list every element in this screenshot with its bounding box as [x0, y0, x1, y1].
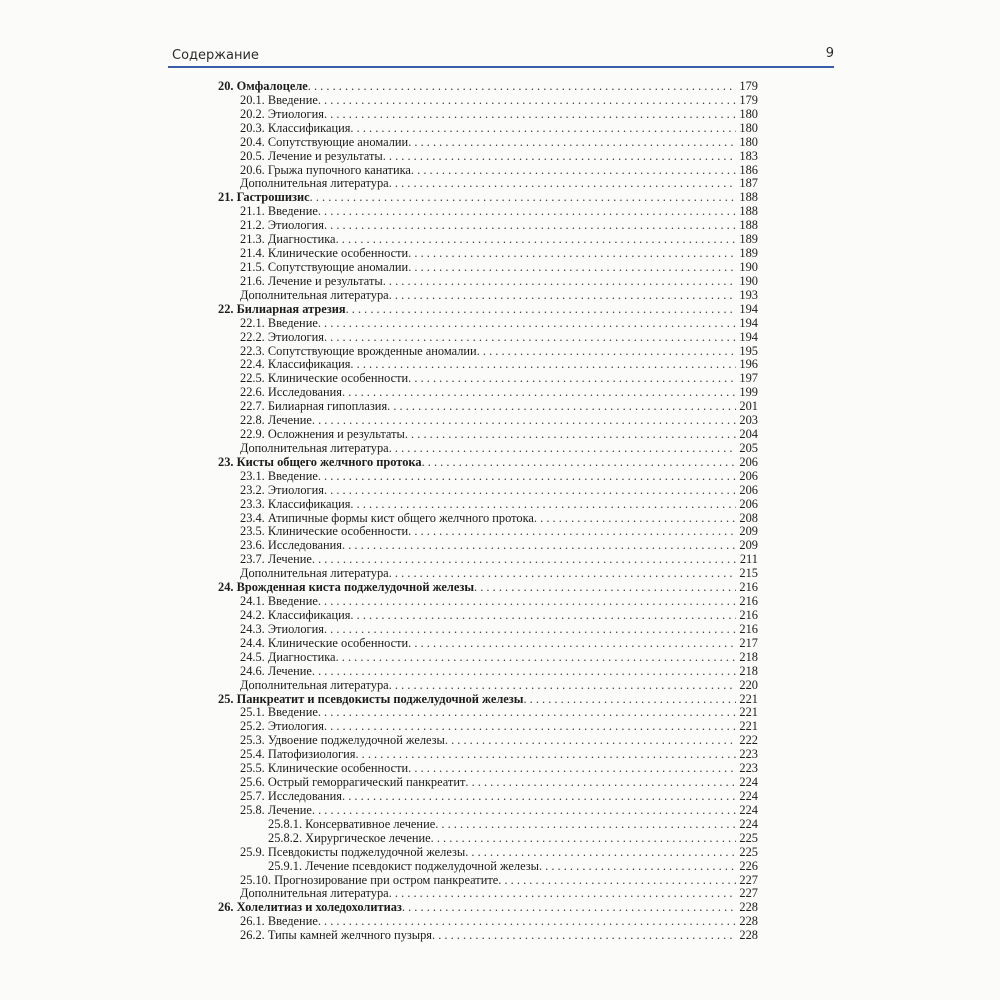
toc-entry-label: 22.8. Лечение	[240, 413, 312, 428]
toc-dot-leader	[312, 804, 736, 818]
toc-section-entry	[218, 219, 758, 233]
toc-dot-leader	[342, 790, 736, 804]
toc-entry-label: 23.2. Этиология	[240, 482, 324, 497]
table-of-contents	[218, 80, 758, 943]
toc-dot-leader	[422, 456, 736, 470]
toc-section-entry	[218, 94, 758, 108]
toc-dot-leader	[350, 122, 736, 136]
toc-section-entry	[218, 414, 758, 428]
toc-entry-page: 206	[739, 496, 758, 511]
toc-entry-label: 24.5. Диагностика	[240, 649, 336, 664]
toc-section-entry	[218, 136, 758, 150]
toc-entry-label: 20.5. Лечение и результаты	[240, 148, 383, 163]
toc-section-entry	[218, 553, 758, 567]
toc-entry-page: 180	[739, 134, 758, 149]
toc-entry-label: 23.4. Атипичные формы кист общего желчного протока	[240, 510, 534, 525]
toc-dot-leader	[336, 651, 736, 665]
toc-dot-leader	[350, 609, 736, 623]
toc-entry-page: 224	[739, 775, 758, 790]
toc-entry-label: 25.9.1. Лечение псевдокист поджелудочной железы	[268, 858, 539, 873]
toc-entry-label: 25. Панкреатит и псевдокисты поджелудочной железы	[218, 691, 524, 706]
toc-entry-page: 218	[739, 649, 758, 664]
toc-entry-label: 22.5. Клинические особенности	[240, 371, 409, 386]
toc-entry-label: 25.9. Псевдокисты поджелудочной железы	[240, 844, 466, 859]
toc-section-entry	[218, 665, 758, 679]
toc-section-entry	[218, 887, 758, 901]
toc-entry-label: 26.2. Типы камней желчного пузыря	[240, 928, 432, 943]
toc-entry-page: 226	[739, 858, 758, 873]
toc-section-entry	[218, 609, 758, 623]
running-head	[168, 46, 834, 66]
toc-section-entry	[218, 539, 758, 553]
toc-entry-label: 21.4. Клинические особенности	[240, 246, 409, 261]
toc-entry-label: 25.10. Прогнозирование при остром панкреатите	[240, 872, 499, 887]
toc-dot-leader	[465, 776, 736, 790]
toc-dot-leader	[318, 595, 736, 609]
toc-section-entry	[218, 498, 758, 512]
toc-entry-page: 224	[739, 802, 758, 817]
toc-dot-leader	[389, 887, 736, 901]
toc-dot-leader	[383, 275, 736, 289]
toc-entry-label: 24. Врожденная киста поджелудочной железы	[218, 580, 475, 595]
toc-chapter-entry	[218, 693, 758, 707]
toc-dot-leader	[402, 901, 736, 915]
toc-entry-page: 199	[739, 385, 758, 400]
toc-section-entry	[218, 164, 758, 178]
toc-entry-page: 180	[739, 106, 758, 121]
toc-entry-page: 194	[739, 329, 758, 344]
toc-dot-leader	[318, 317, 736, 331]
toc-section-entry	[218, 623, 758, 637]
toc-dot-leader	[474, 581, 736, 595]
toc-dot-leader	[435, 818, 736, 832]
toc-entry-label: 22.4. Классификация	[240, 357, 351, 372]
toc-dot-leader	[465, 846, 736, 860]
toc-dot-leader	[324, 484, 736, 498]
toc-entry-page: 190	[739, 273, 758, 288]
toc-dot-leader	[411, 164, 736, 178]
toc-entry-page: 205	[739, 440, 758, 455]
toc-entry-page: 223	[739, 747, 758, 762]
toc-section-entry	[218, 526, 758, 540]
toc-chapter-entry	[218, 303, 758, 317]
toc-entry-label: 25.2. Этиология	[240, 719, 324, 734]
toc-dot-leader	[408, 372, 736, 386]
toc-entry-label: 22.6. Исследования	[240, 385, 342, 400]
toc-section-entry	[218, 386, 758, 400]
running-head-title: Содержание	[172, 48, 259, 63]
toc-entry-page: 228	[739, 928, 758, 943]
toc-section-entry	[218, 442, 758, 456]
toc-entry-page: 208	[739, 510, 758, 525]
toc-dot-leader	[318, 915, 736, 929]
toc-dot-leader	[432, 929, 736, 943]
toc-entry-page: 188	[739, 204, 758, 219]
toc-entry-page: 224	[739, 816, 758, 831]
toc-section-entry	[218, 275, 758, 289]
toc-entry-page: 216	[739, 580, 758, 595]
toc-section-entry	[218, 637, 758, 651]
toc-entry-page: 225	[739, 830, 758, 845]
toc-chapter-entry	[218, 456, 758, 470]
toc-chapter-entry	[218, 191, 758, 205]
toc-entry-label: 21.5. Сопутствующие аномалии	[240, 259, 409, 274]
toc-section-entry	[218, 734, 758, 748]
toc-entry-label: 21.6. Лечение и результаты	[240, 273, 383, 288]
toc-entry-page: 194	[739, 315, 758, 330]
toc-dot-leader	[318, 706, 736, 720]
toc-entry-page: 216	[739, 608, 758, 623]
toc-entry-page: 224	[739, 789, 758, 803]
toc-entry-label: 25.8. Лечение	[240, 802, 312, 817]
toc-dot-leader	[312, 553, 736, 567]
toc-section-entry	[218, 400, 758, 414]
toc-entry-label: Дополнительная литература	[240, 176, 389, 191]
toc-entry-page: 221	[739, 691, 758, 706]
toc-dot-leader	[523, 693, 736, 707]
toc-entry-label: 25.8.1. Консервативное лечение	[268, 816, 436, 831]
toc-entry-label: 24.6. Лечение	[240, 663, 312, 678]
toc-entry-label: 25.6. Острый геморрагический панкреатит	[240, 775, 466, 790]
toc-section-entry	[218, 929, 758, 943]
toc-dot-leader	[312, 665, 736, 679]
toc-dot-leader	[389, 177, 736, 191]
toc-entry-label: Дополнительная литература	[240, 677, 389, 692]
toc-entry-label: 25.1. Введение	[240, 705, 318, 720]
toc-dot-leader	[383, 150, 736, 164]
toc-dot-leader	[324, 108, 736, 122]
toc-dot-leader	[405, 428, 736, 442]
toc-dot-leader	[408, 261, 736, 275]
toc-entry-label: 23. Кисты общего желчного протока	[218, 454, 422, 469]
toc-entry-label: 22. Билиарная атрезия	[218, 301, 346, 316]
toc-entry-label: 20.3. Классификация	[240, 120, 351, 135]
toc-dot-leader	[308, 80, 736, 94]
header-rule	[168, 66, 834, 68]
toc-entry-page: 216	[739, 621, 758, 636]
toc-entry-label: 20. Омфалоцеле	[218, 78, 308, 93]
toc-entry-page: 183	[739, 148, 758, 163]
toc-entry-page: 180	[739, 120, 758, 135]
toc-dot-leader	[408, 525, 736, 539]
toc-entry-page: 179	[739, 92, 758, 107]
toc-entry-page: 203	[739, 413, 758, 428]
toc-dot-leader	[324, 720, 736, 734]
toc-chapter-entry	[218, 581, 758, 595]
toc-dot-leader	[318, 94, 736, 108]
toc-entry-page: 218	[739, 663, 758, 678]
toc-entry-label: 22.3. Сопутствующие врожденные аномалии	[240, 343, 477, 358]
toc-section-entry	[218, 790, 758, 804]
toc-section-entry	[218, 651, 758, 665]
toc-dot-leader	[534, 512, 736, 526]
toc-entry-page: 197	[739, 371, 758, 386]
toc-entry-label: 25.5. Клинические особенности	[240, 761, 409, 776]
toc-entry-label: 23.5. Клинические особенности	[240, 524, 409, 539]
toc-section-entry	[218, 358, 758, 372]
toc-entry-page: 204	[739, 427, 758, 442]
toc-dot-leader	[312, 414, 736, 428]
toc-section-entry	[218, 846, 758, 860]
toc-entry-label: 22.7. Билиарная гипоплазия	[240, 399, 388, 414]
toc-dot-leader	[477, 345, 736, 359]
toc-dot-leader	[355, 748, 736, 762]
toc-dot-leader	[387, 400, 736, 414]
toc-entry-label: 21. Гастрошизис	[218, 190, 310, 205]
toc-entry-label: 22.2. Этиология	[240, 329, 324, 344]
toc-dot-leader	[408, 637, 736, 651]
toc-entry-page: 189	[739, 246, 758, 261]
toc-entry-page: 189	[739, 232, 758, 247]
toc-entry-label: 25.7. Исследования	[240, 789, 342, 803]
toc-dot-leader	[389, 567, 736, 581]
toc-dot-leader	[389, 679, 736, 693]
toc-section-entry	[218, 595, 758, 609]
toc-entry-page: 196	[739, 357, 758, 372]
toc-subsubsection-entry	[218, 818, 758, 832]
toc-entry-label: 21.2. Этиология	[240, 218, 324, 233]
toc-dot-leader	[350, 358, 736, 372]
toc-entry-label: 23.1. Введение	[240, 468, 318, 483]
toc-entry-page: 227	[739, 872, 758, 887]
toc-entry-page: 211	[739, 552, 758, 567]
toc-section-entry	[218, 372, 758, 386]
toc-section-entry	[218, 233, 758, 247]
toc-section-entry	[218, 261, 758, 275]
toc-dot-leader	[350, 498, 736, 512]
toc-section-entry	[218, 776, 758, 790]
toc-entry-label: 20.4. Сопутствующие аномалии	[240, 134, 409, 149]
toc-entry-page: 215	[739, 566, 758, 581]
toc-dot-leader	[445, 734, 736, 748]
toc-entry-page: 228	[739, 900, 758, 915]
toc-dot-leader	[324, 331, 736, 345]
toc-entry-page: 209	[739, 524, 758, 539]
toc-entry-label: 23.3. Классификация	[240, 496, 351, 511]
toc-entry-page: 190	[739, 259, 758, 274]
toc-section-entry	[218, 428, 758, 442]
toc-section-entry	[218, 108, 758, 122]
toc-entry-page: 206	[739, 468, 758, 483]
toc-section-entry	[218, 679, 758, 693]
toc-entry-label: 22.1. Введение	[240, 315, 318, 330]
toc-section-entry	[218, 205, 758, 219]
toc-entry-label: 20.1. Введение	[240, 92, 318, 107]
toc-section-entry	[218, 470, 758, 484]
toc-entry-label: 26.1. Введение	[240, 914, 318, 929]
toc-dot-leader	[318, 470, 736, 484]
toc-entry-label: 24.2. Классификация	[240, 608, 351, 623]
toc-dot-leader	[539, 860, 736, 874]
toc-entry-page: 188	[739, 190, 758, 205]
toc-section-entry	[218, 706, 758, 720]
toc-section-entry	[218, 874, 758, 888]
toc-chapter-entry	[218, 901, 758, 915]
toc-entry-label: 24.4. Клинические особенности	[240, 635, 409, 650]
toc-dot-leader	[324, 219, 736, 233]
toc-entry-page: 188	[739, 218, 758, 233]
toc-entry-label: Дополнительная литература	[240, 287, 389, 302]
toc-section-entry	[218, 567, 758, 581]
toc-section-entry	[218, 484, 758, 498]
toc-entry-label: Дополнительная литература	[240, 886, 389, 901]
toc-subsubsection-entry	[218, 860, 758, 874]
toc-dot-leader	[336, 233, 736, 247]
toc-entry-page: 216	[739, 594, 758, 609]
toc-dot-leader	[431, 832, 736, 846]
toc-entry-label: 25.3. Удвоение поджелудочной железы	[240, 733, 445, 748]
toc-entry-page: 223	[739, 761, 758, 776]
toc-entry-label: Дополнительная литература	[240, 440, 389, 455]
toc-dot-leader	[408, 247, 736, 261]
toc-entry-label: 24.1. Введение	[240, 594, 318, 609]
toc-entry-page: 221	[739, 705, 758, 720]
toc-dot-leader	[498, 874, 736, 888]
toc-dot-leader	[389, 442, 736, 456]
toc-entry-label: 20.6. Грыжа пупочного канатика	[240, 162, 411, 177]
toc-entry-label: 21.1. Введение	[240, 204, 318, 219]
toc-dot-leader	[324, 623, 736, 637]
toc-entry-label: 23.6. Исследования	[240, 538, 342, 553]
toc-entry-page: 221	[739, 719, 758, 734]
toc-entry-label: 23.7. Лечение	[240, 552, 312, 567]
toc-entry-page: 206	[739, 482, 758, 497]
toc-entry-page: 179	[739, 78, 758, 93]
toc-section-entry	[218, 331, 758, 345]
toc-section-entry	[218, 748, 758, 762]
toc-entry-label: 25.8.2. Хирургическое лечение	[268, 830, 431, 845]
toc-entry-label: 21.3. Диагностика	[240, 232, 336, 247]
toc-entry-page: 206	[739, 454, 758, 469]
toc-entry-page: 220	[739, 677, 758, 692]
toc-dot-leader	[408, 136, 736, 150]
toc-section-entry	[218, 150, 758, 164]
toc-dot-leader	[342, 539, 736, 553]
toc-chapter-entry	[218, 80, 758, 94]
toc-entry-page: 195	[739, 343, 758, 358]
toc-section-entry	[218, 720, 758, 734]
toc-subsubsection-entry	[218, 832, 758, 846]
toc-dot-leader	[346, 303, 736, 317]
toc-entry-page: 228	[739, 914, 758, 929]
toc-section-entry	[218, 317, 758, 331]
toc-section-entry	[218, 345, 758, 359]
toc-section-entry	[218, 512, 758, 526]
toc-dot-leader	[389, 289, 736, 303]
toc-entry-page: 209	[739, 538, 758, 553]
toc-dot-leader	[318, 205, 736, 219]
toc-entry-label: Дополнительная литература	[240, 566, 389, 581]
toc-entry-page: 222	[739, 733, 758, 748]
toc-entry-label: 22.9. Осложнения и результаты	[240, 427, 405, 442]
toc-entry-page: 187	[739, 176, 758, 191]
toc-section-entry	[218, 177, 758, 191]
toc-entry-page: 201	[739, 399, 758, 414]
toc-section-entry	[218, 804, 758, 818]
toc-entry-page: 227	[739, 886, 758, 901]
toc-entry-page: 186	[739, 162, 758, 177]
toc-entry-page: 194	[739, 301, 758, 316]
toc-section-entry	[218, 762, 758, 776]
toc-entry-label: 24.3. Этиология	[240, 621, 324, 636]
toc-dot-leader	[408, 762, 736, 776]
toc-section-entry	[218, 247, 758, 261]
toc-entry-label: 26. Холелитиаз и холедохолитиаз	[218, 900, 402, 915]
toc-entry-label: 25.4. Патофизиология	[240, 747, 356, 762]
toc-entry-page: 217	[739, 635, 758, 650]
toc-entry-page: 225	[739, 844, 758, 859]
toc-dot-leader	[310, 191, 736, 205]
toc-entry-page: 193	[739, 287, 758, 302]
toc-section-entry	[218, 915, 758, 929]
page-number: 9	[825, 46, 834, 61]
toc-section-entry	[218, 122, 758, 136]
toc-section-entry	[218, 289, 758, 303]
toc-dot-leader	[342, 386, 736, 400]
toc-entry-label: 20.2. Этиология	[240, 106, 324, 121]
